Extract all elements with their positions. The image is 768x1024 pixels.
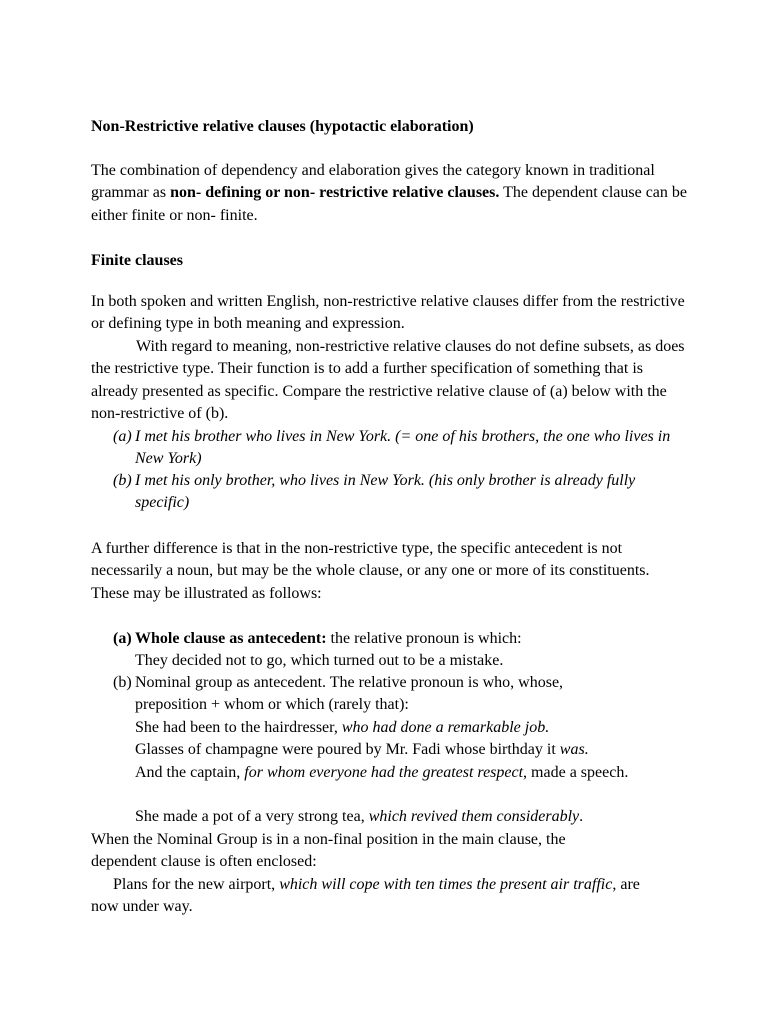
section-b-example-3: [135, 762, 635, 784]
ex1-plain: She had been to the hairdresser,: [135, 719, 342, 736]
ex2-plain: Glasses of champagne were poured by Mr. Fadi whose birthday it: [135, 741, 560, 758]
section-b-text: Nominal group as antecedent. The relative pronoun is who, whose, preposition + whom or which (rarely that):: [135, 674, 564, 714]
example-a: [113, 426, 693, 471]
paragraph-2: With regard to meaning, non-restrictive relative clauses do not define subsets, as does the restrictive type. Their function is to add a further specification of something that is already presented as specific. Compare the restrictive relative clause of (a) below with the non-restrictive of (b).: [91, 338, 685, 422]
section-heading: Non-Restrictive relative clauses (hypotactic elaboration): [91, 118, 474, 135]
section-a-label: (a): [113, 630, 132, 647]
example-b-label: (b): [113, 472, 132, 489]
paragraph-4: When the Nominal Group is in a non-final position in the main clause, the dependent clause is often enclosed:: [91, 831, 566, 871]
section-b-example-2: [135, 739, 695, 761]
section-b-example-4: [135, 806, 695, 828]
intro-text-1: The combination of dependency and elaboration gives the category known in traditional grammar as: [91, 162, 655, 202]
section-a-title: [135, 628, 693, 650]
section-b-label: (b): [113, 674, 132, 691]
intro-bold-term: non- defining or non- restrictive relative clauses.: [170, 184, 500, 202]
example-b-text: I met his only brother, who lives in New York. (his only brother is already fully specific): [135, 472, 636, 512]
section-b-example-1: [135, 717, 695, 739]
section-b: [113, 672, 693, 717]
final-paragraph: [91, 874, 671, 919]
ex3-italic: for whom everyone had the greatest respect: [244, 764, 524, 781]
paragraph-3: A further difference is that in the non-restrictive type, the specific antecedent is not necessarily a noun, but may be the whole clause, or any one or more of its constituents. These may be illustrated as follows:: [91, 540, 650, 602]
section-a-rest: the relative pronoun is which:: [326, 630, 522, 647]
paragraph-1: In both spoken and written English, non-restrictive relative clauses differ from the restrictive or defining type in both meaning and expression.: [91, 293, 685, 333]
final-plain-1: Plans for the new airport,: [113, 876, 280, 893]
ex4-italic: which revived them considerably: [368, 808, 580, 825]
section-a-example: They decided not to go, which turned out to be a mistake.: [135, 652, 504, 669]
final-italic: which will cope with ten times the present air traffic: [279, 876, 613, 893]
final-plain-2: , are now under way.: [91, 876, 640, 916]
ex3-plain-2: , made a speech.: [523, 764, 629, 781]
example-b: [113, 470, 693, 515]
example-a-label: (a): [113, 428, 132, 445]
section-a-bold: Whole clause as antecedent:: [135, 630, 327, 647]
example-a-text: I met his brother who lives in New York. (= one of his brothers, the one who lives in New York): [135, 428, 671, 468]
ex4-plain-1: She made a pot of a very strong tea,: [135, 808, 369, 825]
finite-clauses-heading: Finite clauses: [91, 252, 183, 269]
intro-paragraph: [91, 160, 691, 227]
section-a: [113, 628, 693, 650]
ex1-italic: who had done a remarkable job.: [341, 719, 550, 736]
intro-text-2: The dependent clause can be either finite or non- finite.: [91, 184, 688, 224]
ex2-italic: was.: [559, 741, 589, 758]
ex4-plain-2: .: [579, 808, 584, 825]
ex3-plain-1: And the captain,: [135, 764, 245, 781]
